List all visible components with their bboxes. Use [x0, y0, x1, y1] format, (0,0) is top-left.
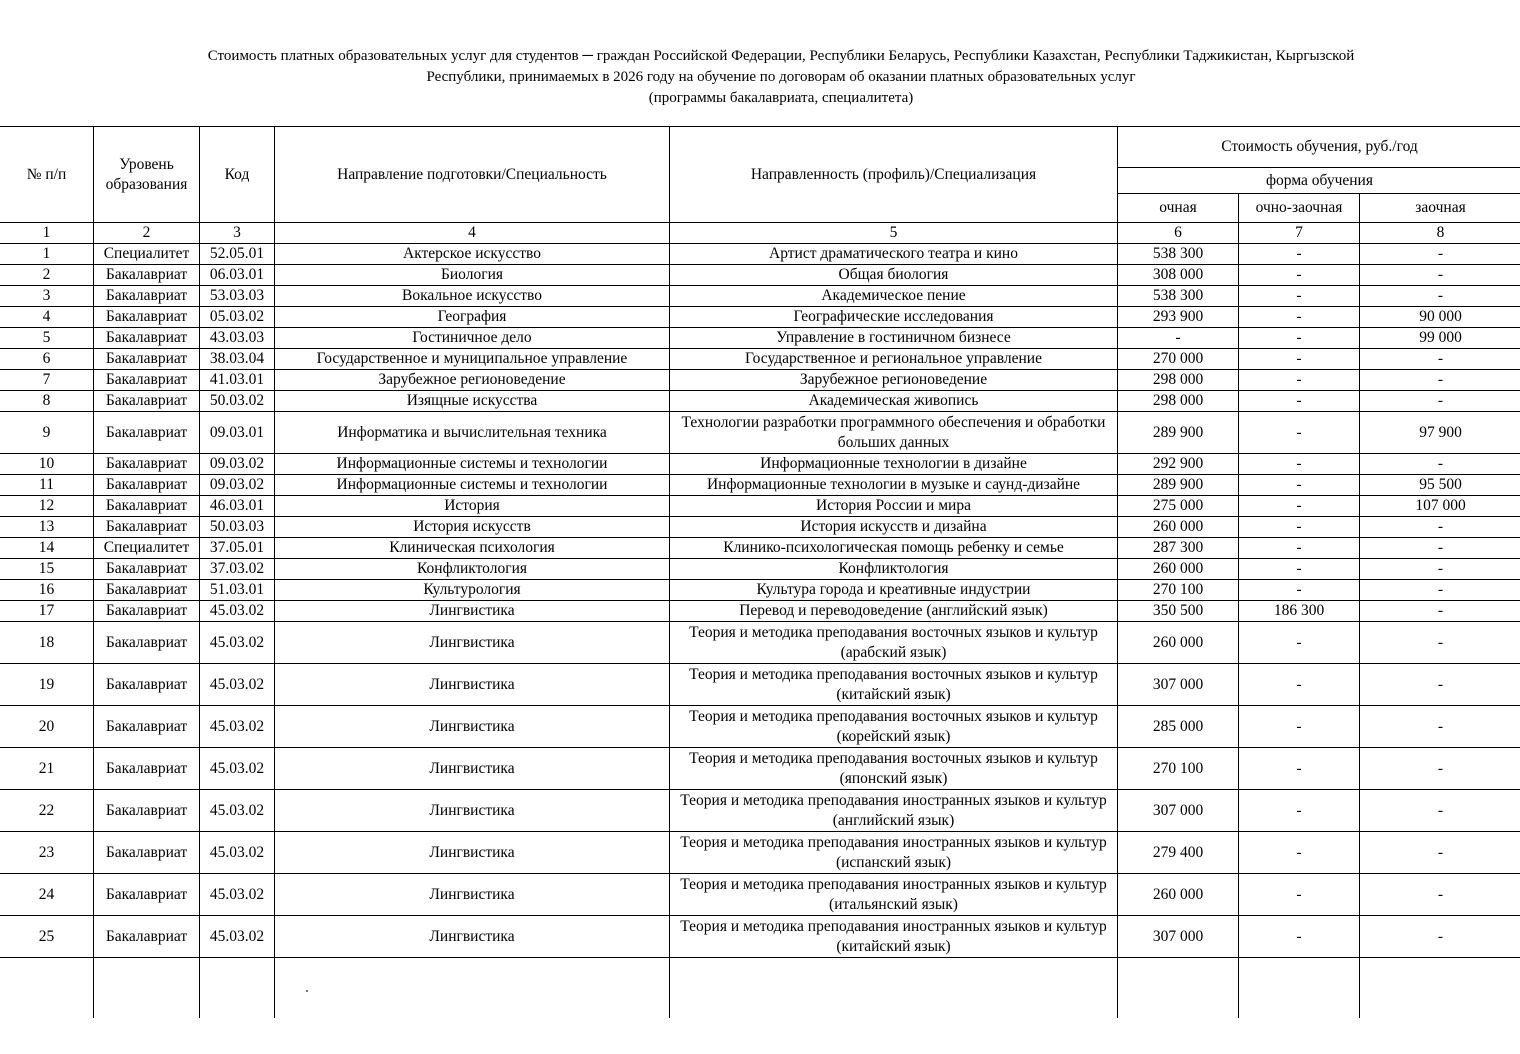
program-profile: Технологии разработки программного обеспечения и обработки больших данных	[670, 412, 1118, 454]
cost-full-time: 308 000	[1118, 265, 1239, 286]
cost-distance: 95 500	[1360, 475, 1520, 496]
cost-distance: -	[1360, 664, 1520, 706]
table-row	[0, 916, 1520, 958]
row-number: 19	[0, 664, 94, 706]
program-profile: Артист драматического театра и кино	[670, 244, 1118, 265]
program-profile: Государственное и региональное управление	[670, 349, 1118, 370]
cost-distance: -	[1360, 832, 1520, 874]
program-direction: История искусств	[275, 517, 670, 538]
header-direction: Направление подготовки/Специальность	[275, 127, 670, 223]
program-code: 45.03.02	[200, 916, 275, 958]
table-row	[0, 622, 1520, 664]
program-code: 45.03.02	[200, 874, 275, 916]
program-direction: География	[275, 307, 670, 328]
table-row	[0, 328, 1520, 349]
program-profile: Академическое пение	[670, 286, 1118, 307]
cost-distance: 97 900	[1360, 412, 1520, 454]
education-level: Бакалавриат	[94, 391, 200, 412]
table-row	[0, 265, 1520, 286]
document-title	[0, 46, 1520, 109]
table-row	[0, 475, 1520, 496]
header-code: Код	[200, 127, 275, 223]
cost-distance: -	[1360, 790, 1520, 832]
program-direction: Лингвистика	[275, 832, 670, 874]
row-number: 24	[0, 874, 94, 916]
cost-distance: -	[1360, 538, 1520, 559]
row-number: 25	[0, 916, 94, 958]
table-body	[0, 244, 1520, 958]
cost-part-time: -	[1239, 496, 1360, 517]
row-number: 2	[0, 265, 94, 286]
column-number: 2	[94, 223, 200, 244]
education-level: Бакалавриат	[94, 559, 200, 580]
education-level: Бакалавриат	[94, 580, 200, 601]
program-direction: Лингвистика	[275, 622, 670, 664]
cost-distance: -	[1360, 874, 1520, 916]
column-number: 6	[1118, 223, 1239, 244]
program-code: 45.03.02	[200, 832, 275, 874]
stray-dot	[306, 990, 308, 992]
row-number: 12	[0, 496, 94, 517]
cost-part-time: 186 300	[1239, 601, 1360, 622]
program-code: 09.03.01	[200, 412, 275, 454]
program-profile: Теория и методика преподавания иностранных языков и культур (испанский язык)	[670, 832, 1118, 874]
cost-full-time: 538 300	[1118, 244, 1239, 265]
education-level: Бакалавриат	[94, 265, 200, 286]
program-code: 46.03.01	[200, 496, 275, 517]
row-number: 11	[0, 475, 94, 496]
cost-distance: -	[1360, 244, 1520, 265]
table-row	[0, 391, 1520, 412]
table-row	[0, 664, 1520, 706]
row-number: 10	[0, 454, 94, 475]
cost-part-time: -	[1239, 265, 1360, 286]
education-level: Бакалавриат	[94, 496, 200, 517]
program-direction: Информационные системы и технологии	[275, 454, 670, 475]
program-code: 05.03.02	[200, 307, 275, 328]
program-direction: Государственное и муниципальное управление	[275, 349, 670, 370]
row-number: 1	[0, 244, 94, 265]
program-profile: Теория и методика преподавания восточных языков и культур (японский язык)	[670, 748, 1118, 790]
column-numbers-row	[0, 223, 1520, 244]
program-profile: Теория и методика преподавания иностранных языков и культур (итальянский язык)	[670, 874, 1118, 916]
program-direction: Изящные искусства	[275, 391, 670, 412]
table-row	[0, 286, 1520, 307]
program-direction: Лингвистика	[275, 706, 670, 748]
cost-part-time: -	[1239, 790, 1360, 832]
program-direction: Лингвистика	[275, 601, 670, 622]
cost-distance: -	[1360, 601, 1520, 622]
header-form: форма обучения	[1118, 168, 1520, 194]
cost-part-time: -	[1239, 517, 1360, 538]
program-direction: Лингвистика	[275, 874, 670, 916]
education-level: Бакалавриат	[94, 874, 200, 916]
cost-full-time: 307 000	[1118, 790, 1239, 832]
row-number: 20	[0, 706, 94, 748]
row-number: 15	[0, 559, 94, 580]
education-level: Бакалавриат	[94, 454, 200, 475]
program-direction: Культурология	[275, 580, 670, 601]
cost-distance: -	[1360, 286, 1520, 307]
cost-distance: -	[1360, 622, 1520, 664]
cost-part-time: -	[1239, 454, 1360, 475]
cost-part-time: -	[1239, 475, 1360, 496]
cost-full-time: 289 900	[1118, 475, 1239, 496]
education-level: Бакалавриат	[94, 706, 200, 748]
program-code: 37.05.01	[200, 538, 275, 559]
education-level: Бакалавриат	[94, 349, 200, 370]
table-row	[0, 454, 1520, 475]
program-direction: Лингвистика	[275, 664, 670, 706]
program-profile: История искусств и дизайна	[670, 517, 1118, 538]
program-direction: Гостиничное дело	[275, 328, 670, 349]
program-direction: Информационные системы и технологии	[275, 475, 670, 496]
cost-part-time: -	[1239, 748, 1360, 790]
cost-full-time: 260 000	[1118, 622, 1239, 664]
row-number: 7	[0, 370, 94, 391]
cost-distance: -	[1360, 580, 1520, 601]
row-number: 5	[0, 328, 94, 349]
cost-part-time: -	[1239, 307, 1360, 328]
table-row	[0, 496, 1520, 517]
program-profile: Теория и методика преподавания иностранных языков и культур (китайский язык)	[670, 916, 1118, 958]
program-direction: Лингвистика	[275, 916, 670, 958]
cost-part-time: -	[1239, 832, 1360, 874]
program-profile: Культура города и креативные индустрии	[670, 580, 1118, 601]
table-row	[0, 412, 1520, 454]
cost-part-time: -	[1239, 412, 1360, 454]
program-profile: Географические исследования	[670, 307, 1118, 328]
program-profile: Управление в гостиничном бизнесе	[670, 328, 1118, 349]
program-profile: Конфликтология	[670, 559, 1118, 580]
program-direction: Конфликтология	[275, 559, 670, 580]
header-part-time: очно-заочная	[1239, 194, 1360, 223]
program-direction: История	[275, 496, 670, 517]
program-code: 45.03.02	[200, 706, 275, 748]
table-row	[0, 874, 1520, 916]
cost-distance: -	[1360, 370, 1520, 391]
cost-part-time: -	[1239, 538, 1360, 559]
header-profile: Направленность (профиль)/Специализация	[670, 127, 1118, 223]
cost-part-time: -	[1239, 706, 1360, 748]
cost-full-time: 289 900	[1118, 412, 1239, 454]
row-number: 3	[0, 286, 94, 307]
row-number: 8	[0, 391, 94, 412]
cost-full-time: 538 300	[1118, 286, 1239, 307]
program-code: 43.03.03	[200, 328, 275, 349]
table-row	[0, 370, 1520, 391]
program-profile: Общая биология	[670, 265, 1118, 286]
row-number: 17	[0, 601, 94, 622]
cost-distance: 90 000	[1360, 307, 1520, 328]
program-profile: Теория и методика преподавания восточных языков и культур (китайский язык)	[670, 664, 1118, 706]
cost-part-time: -	[1239, 391, 1360, 412]
cost-full-time: 279 400	[1118, 832, 1239, 874]
cost-distance: -	[1360, 748, 1520, 790]
cost-distance: -	[1360, 559, 1520, 580]
cost-full-time: 260 000	[1118, 559, 1239, 580]
program-direction: Информатика и вычислительная техника	[275, 412, 670, 454]
table-row	[0, 790, 1520, 832]
column-number: 1	[0, 223, 94, 244]
education-level: Бакалавриат	[94, 832, 200, 874]
cost-distance: -	[1360, 916, 1520, 958]
program-profile: Зарубежное регионоведение	[670, 370, 1118, 391]
program-code: 09.03.02	[200, 454, 275, 475]
program-profile: Теория и методика преподавания восточных языков и культур (арабский язык)	[670, 622, 1118, 664]
row-number: 4	[0, 307, 94, 328]
program-direction: Биология	[275, 265, 670, 286]
row-number: 14	[0, 538, 94, 559]
cost-full-time: 270 100	[1118, 748, 1239, 790]
cost-full-time: 298 000	[1118, 391, 1239, 412]
cost-part-time: -	[1239, 916, 1360, 958]
program-profile: Информационные технологии в музыке и саунд-дизайне	[670, 475, 1118, 496]
cost-full-time: 285 000	[1118, 706, 1239, 748]
education-level: Бакалавриат	[94, 748, 200, 790]
cost-part-time: -	[1239, 244, 1360, 265]
cost-full-time: 260 000	[1118, 874, 1239, 916]
cost-part-time: -	[1239, 328, 1360, 349]
row-number: 21	[0, 748, 94, 790]
table-empty-tail	[0, 958, 1520, 1019]
program-direction: Лингвистика	[275, 748, 670, 790]
cost-full-time: 275 000	[1118, 496, 1239, 517]
education-level: Специалитет	[94, 244, 200, 265]
table-row	[0, 706, 1520, 748]
education-level: Бакалавриат	[94, 475, 200, 496]
education-level: Бакалавриат	[94, 622, 200, 664]
table-row	[0, 517, 1520, 538]
cost-full-time: 292 900	[1118, 454, 1239, 475]
program-code: 51.03.01	[200, 580, 275, 601]
cost-full-time: 260 000	[1118, 517, 1239, 538]
cost-part-time: -	[1239, 559, 1360, 580]
cost-part-time: -	[1239, 874, 1360, 916]
cost-part-time: -	[1239, 622, 1360, 664]
program-code: 45.03.02	[200, 790, 275, 832]
program-code: 41.03.01	[200, 370, 275, 391]
table-row	[0, 601, 1520, 622]
program-code: 37.03.02	[200, 559, 275, 580]
row-number: 22	[0, 790, 94, 832]
education-level: Бакалавриат	[94, 916, 200, 958]
cost-part-time: -	[1239, 286, 1360, 307]
column-number: 7	[1239, 223, 1360, 244]
program-code: 45.03.02	[200, 664, 275, 706]
program-code: 50.03.03	[200, 517, 275, 538]
table-row	[0, 580, 1520, 601]
table-row	[0, 244, 1520, 265]
title-line-1: Стоимость платных образовательных услуг для студентов ─ граждан Российской Федерации, Республики Беларусь, Республики Казахстан, Республики Таджикистан, Кыргызской	[207, 48, 1355, 64]
table-row	[0, 307, 1520, 328]
education-level: Специалитет	[94, 538, 200, 559]
education-level: Бакалавриат	[94, 307, 200, 328]
header-full-time: очная	[1118, 194, 1239, 223]
cost-distance: -	[1360, 265, 1520, 286]
cost-full-time: 307 000	[1118, 664, 1239, 706]
cost-distance: 99 000	[1360, 328, 1520, 349]
program-profile: Клинико-психологическая помощь ребенку и семье	[670, 538, 1118, 559]
education-level: Бакалавриат	[94, 412, 200, 454]
program-code: 45.03.02	[200, 622, 275, 664]
title-line-2: Республики, принимаемых в 2026 году на обучение по договорам об оказании платных образовательных услуг	[426, 69, 1136, 85]
cost-distance: -	[1360, 706, 1520, 748]
program-code: 52.05.01	[200, 244, 275, 265]
row-number: 6	[0, 349, 94, 370]
program-code: 45.03.02	[200, 748, 275, 790]
education-level: Бакалавриат	[94, 286, 200, 307]
table-row	[0, 559, 1520, 580]
education-level: Бакалавриат	[94, 601, 200, 622]
column-number: 3	[200, 223, 275, 244]
cost-part-time: -	[1239, 370, 1360, 391]
education-level: Бакалавриат	[94, 328, 200, 349]
column-number: 5	[670, 223, 1118, 244]
table-row	[0, 748, 1520, 790]
cost-full-time: 287 300	[1118, 538, 1239, 559]
header-num: № п/п	[0, 127, 94, 223]
program-profile: Теория и методика преподавания иностранных языков и культур (английский язык)	[670, 790, 1118, 832]
program-code: 45.03.02	[200, 601, 275, 622]
cost-full-time: 293 900	[1118, 307, 1239, 328]
cost-distance: -	[1360, 349, 1520, 370]
program-code: 06.03.01	[200, 265, 275, 286]
cost-part-time: -	[1239, 349, 1360, 370]
cost-part-time: -	[1239, 664, 1360, 706]
program-code: 38.03.04	[200, 349, 275, 370]
table-row	[0, 349, 1520, 370]
program-profile: Перевод и переводоведение (английский язык)	[670, 601, 1118, 622]
cost-full-time: 298 000	[1118, 370, 1239, 391]
program-profile: Теория и методика преподавания восточных языков и культур (корейский язык)	[670, 706, 1118, 748]
title-line-3: (программы бакалавриата, специалитета)	[648, 90, 914, 106]
tuition-cost-table	[0, 126, 1520, 1018]
row-number: 23	[0, 832, 94, 874]
program-direction: Зарубежное регионоведение	[275, 370, 670, 391]
program-direction: Лингвистика	[275, 790, 670, 832]
header-cost: Стоимость обучения, руб./год	[1118, 127, 1520, 168]
education-level: Бакалавриат	[94, 790, 200, 832]
header-level: Уровень образования	[94, 127, 200, 223]
cost-full-time: -	[1118, 328, 1239, 349]
education-level: Бакалавриат	[94, 370, 200, 391]
program-direction: Клиническая психология	[275, 538, 670, 559]
cost-full-time: 270 000	[1118, 349, 1239, 370]
program-code: 09.03.02	[200, 475, 275, 496]
cost-full-time: 307 000	[1118, 916, 1239, 958]
education-level: Бакалавриат	[94, 517, 200, 538]
cost-full-time: 350 500	[1118, 601, 1239, 622]
program-profile: Информационные технологии в дизайне	[670, 454, 1118, 475]
row-number: 18	[0, 622, 94, 664]
cost-distance: 107 000	[1360, 496, 1520, 517]
row-number: 13	[0, 517, 94, 538]
cost-distance: -	[1360, 391, 1520, 412]
program-code: 50.03.02	[200, 391, 275, 412]
program-code: 53.03.03	[200, 286, 275, 307]
program-direction: Вокальное искусство	[275, 286, 670, 307]
program-direction: Актерское искусство	[275, 244, 670, 265]
cost-full-time: 270 100	[1118, 580, 1239, 601]
program-profile: История России и мира	[670, 496, 1118, 517]
program-profile: Академическая живопись	[670, 391, 1118, 412]
column-number: 8	[1360, 223, 1520, 244]
table-row	[0, 832, 1520, 874]
column-number: 4	[275, 223, 670, 244]
cost-distance: -	[1360, 454, 1520, 475]
row-number: 16	[0, 580, 94, 601]
education-level: Бакалавриат	[94, 664, 200, 706]
row-number: 9	[0, 412, 94, 454]
header-distance: заочная	[1360, 194, 1520, 223]
table-row	[0, 538, 1520, 559]
cost-distance: -	[1360, 517, 1520, 538]
cost-part-time: -	[1239, 580, 1360, 601]
